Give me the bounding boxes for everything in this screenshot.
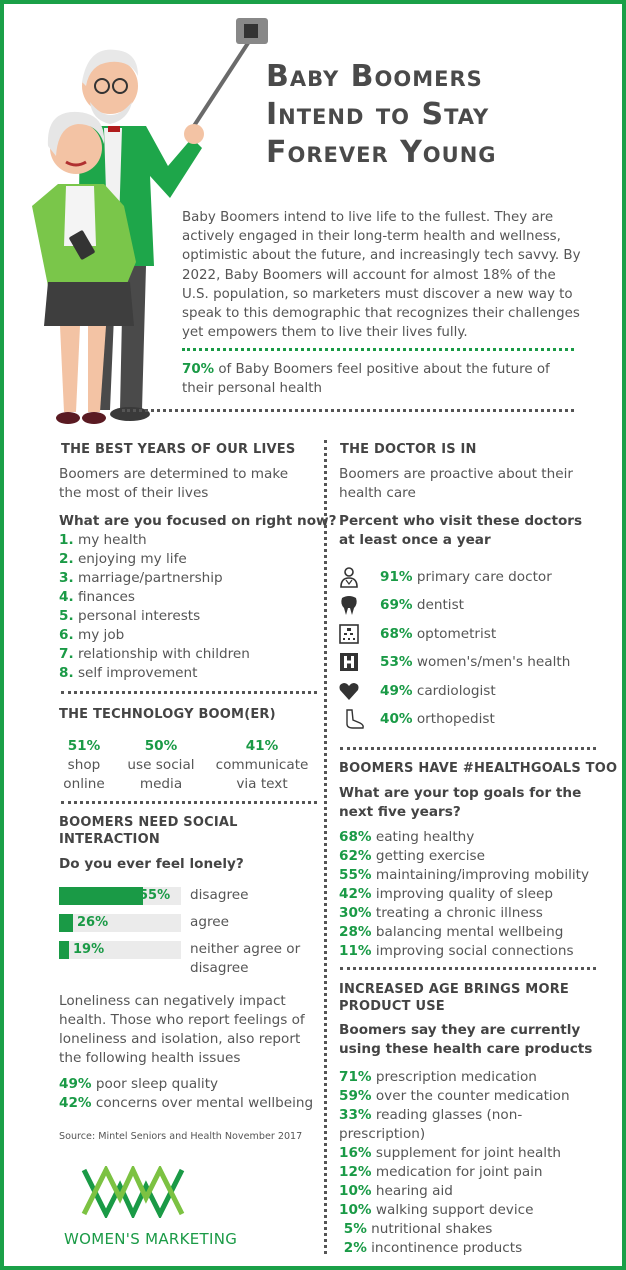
list-item: prescription) (339, 1126, 426, 1142)
list-item: 6. my job (59, 627, 125, 643)
list-item: 30% treating a chronic illness (339, 905, 543, 921)
list-item: 5. personal interests (59, 608, 201, 624)
list-item: 10% walking support device (339, 1202, 534, 1218)
loneliness-issues (59, 1075, 313, 1113)
list-item: 11% improving social connections (339, 943, 574, 959)
list-item: 3. marriage/partnership (59, 570, 223, 586)
source-note: Source: Mintel Seniors and Health November 2017 (59, 1131, 303, 1142)
title-line-3: Forever Young (266, 135, 497, 170)
bar-pct-label: 19% (73, 942, 105, 957)
list-item: 5% nutritional shakes (339, 1221, 493, 1237)
social-question: Do you ever feel lonely? (59, 856, 244, 872)
positive-pct: 70% (182, 362, 215, 377)
list-item: 7. relationship with children (59, 646, 250, 662)
bar-category-label: neither agree or disagree (190, 941, 301, 976)
tech-stat-social: 50% use social media (127, 738, 195, 792)
list-item: 1. my health (59, 532, 147, 548)
loneliness-note: Loneliness can negatively impact health. Those who report feelings of loneliness and isolation, also report the following health issues (59, 993, 305, 1066)
best-years-question: What are you focused on right now? (59, 513, 337, 529)
list-item: 4. finances (59, 589, 135, 605)
list-item: 42% improving quality of sleep (339, 886, 553, 902)
eye-chart-icon (338, 623, 360, 645)
logo-text: WOMEN'S MARKETING (64, 1230, 238, 1248)
bar-fill (59, 941, 69, 959)
list-item: 28% balancing mental wellbeing (339, 924, 564, 940)
healthgoals-heading: BOOMERS HAVE #HEALTHGOALS TOO (339, 761, 618, 776)
healthgoals-list (339, 828, 589, 961)
divider (61, 691, 317, 694)
divider (340, 967, 596, 970)
heart-icon (338, 680, 360, 702)
bar-track (59, 914, 181, 932)
list-item: 2. enjoying my life (59, 551, 187, 567)
bar-pct-label: 55% (139, 888, 171, 903)
products-question: Boomers say they are currently using these health care products (339, 1022, 593, 1057)
list-item: 71% prescription medication (339, 1069, 537, 1085)
divider (182, 348, 574, 351)
doctor-heading: THE DOCTOR IS IN (340, 442, 477, 457)
bar-fill (59, 887, 143, 905)
tech-stat-text: 41% communicate via text (215, 738, 309, 792)
focus-list (59, 531, 250, 683)
list-item: 2% incontinence products (339, 1240, 523, 1256)
social-heading: BOOMERS NEED SOCIAL INTERACTION (59, 815, 238, 847)
best-years-heading: THE BEST YEARS OF OUR LIVES (61, 442, 296, 457)
infographic-frame: Baby Boomers Intend to Stay Forever Young Baby Boomers intend to live life to the fullest. They are actively engaged in their long-term health and wellness, optimistic about the future, and increasingly tech savvy. By 2022, Baby Boomers will account for almost 18% of the U.S. population, so marketers must discover a new way to speak to this demographic that recognizes their challenges yet empowers them to live their lives fully. 70% of Baby Boomers feel positive about the future of their personal health THE BEST YEARS OF OUR LIVES Boomers are determined to make the most of their lives What are you focused on right now? 1. my health 2. enjoying my life 3. marriage/partnership 4. finances 5. personal interests 6. my job 7. relationship with children 8. self improvement THE TECHNOLOGY BOOM(ER) 51% shop online 50% use social media 41% communicate via text BOOMERS NEED SOCIAL INTERACTION Do you ever feel lonely? 55% disagree 26% agree 19% neither agree or disagree Loneliness can negatively impact health. Those who report feelings of loneliness and isolation, also report the following health issues 49% poor sleep quality 42% concerns over mental wellbeing Source: Mintel Seniors and Health November 2017 WOMEN'S MARKETING THE DOCTOR IS IN Boomers are proactive about their health care Percent who visit these doctors at least once a year 91% primary care doctor 69% dentist 68% optometrist 53% women's/men's health 49% cardiologist 40% orthopedist BOOMERS HAVE #HEALTHGOALS TOO What are your top goals for the next five years? 68% eating healthy 62% getting exercise 55% maintaining/improving mobility 42% improving quality of sleep 30% treating a chronic illness 28% balancing mental wellbeing 11% improving social connections INCREASED AGE BRINGS MORE PRODUCT USE Boomers say they are currently using these health care products 71% prescription medication 59% over the counter medication 33% reading glasses (non- prescription) 16% supplement for joint health 12% medication for joint pain 10% hearing aid 10% walking support device 5% nutritional shakes 2% incontinence products (0, 0, 626, 1270)
products-heading: INCREASED AGE BRINGS MORE PRODUCT USE (339, 982, 569, 1014)
divider (122, 409, 574, 412)
bar-category-label: disagree (190, 887, 249, 903)
healthgoals-question: What are your top goals for the next five years? (339, 785, 582, 820)
list-item: 62% getting exercise (339, 848, 485, 864)
bar-track (59, 941, 181, 959)
womens-marketing-logo-icon (80, 1166, 186, 1218)
tech-stat-shop: 51% shop online (63, 738, 105, 792)
list-item: 16% supplement for joint health (339, 1145, 562, 1161)
list-item: 59% over the counter medication (339, 1088, 570, 1104)
positive-text: of Baby Boomers feel positive about the future of their personal health (182, 362, 550, 396)
doctor-question: Percent who visit these doctors at least once a year (339, 513, 583, 548)
list-item: 42% concerns over mental wellbeing (59, 1095, 314, 1111)
list-item: 68% eating healthy (339, 829, 475, 845)
products-list (339, 1068, 570, 1258)
list-item: 49% poor sleep quality (59, 1076, 219, 1092)
tooth-icon (338, 594, 360, 616)
best-years-sub: Boomers are determined to make the most of their lives (59, 466, 289, 501)
title-line-1: Baby Boomers (266, 59, 483, 94)
list-item: 8. self improvement (59, 665, 198, 681)
bar-fill (59, 914, 73, 932)
hospital-icon (338, 651, 360, 673)
list-item: 55% maintaining/improving mobility (339, 867, 590, 883)
bar-track (59, 887, 181, 905)
doctor-sub: Boomers are proactive about their health care (339, 466, 573, 501)
main-title (266, 58, 606, 172)
column-divider (324, 440, 327, 1254)
list-item: 12% medication for joint pain (339, 1164, 543, 1180)
divider (61, 801, 317, 804)
positive-stat (182, 360, 582, 398)
foot-icon (338, 708, 370, 730)
bar-pct-label: 26% (77, 915, 109, 930)
doctor-icon (338, 566, 360, 588)
list-item: 33% reading glasses (non- (339, 1107, 523, 1123)
list-item: 10% hearing aid (339, 1183, 453, 1199)
bar-category-label: agree (190, 914, 229, 930)
divider (340, 747, 596, 750)
intro-paragraph: Baby Boomers intend to live life to the fullest. They are actively engaged in their long-term health and wellness, optimistic about the future, and increasingly tech savvy. By 2022, Baby Boomers will account for almost 18% of the U.S. population, so marketers must discover a new way to speak to this demographic that recognizes their challenges yet empowers them to live their lives fully. (182, 210, 581, 341)
title-line-2: Intend to Stay (266, 97, 490, 132)
tech-heading: THE TECHNOLOGY BOOM(ER) (59, 707, 276, 722)
